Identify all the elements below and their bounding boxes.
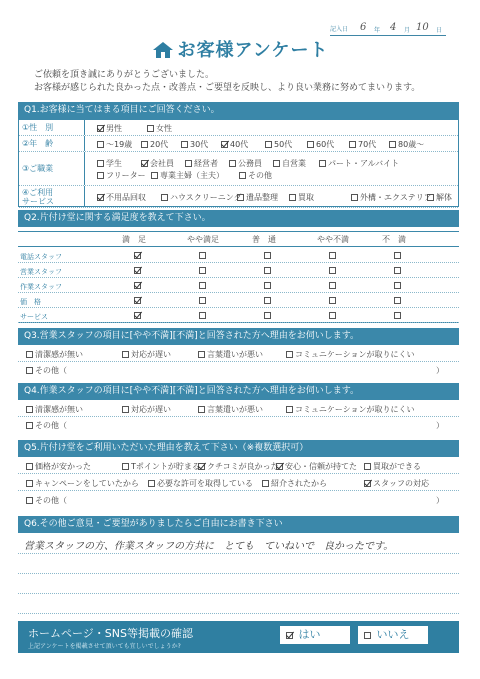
q1-row (19, 120, 458, 136)
option-label: スタッフの対応 (373, 479, 429, 488)
q2-row-label: 営業スタッフ (20, 268, 62, 276)
option-label: その他 (248, 171, 272, 180)
q1-option[interactable] (141, 139, 168, 150)
date-day-unit: 日 (436, 27, 443, 34)
q5-option[interactable] (364, 461, 421, 472)
q1-option[interactable] (97, 123, 122, 134)
checkbox-icon[interactable] (329, 312, 336, 319)
checkbox-icon (97, 160, 104, 167)
option-label: 外構・エクステリア (360, 193, 432, 202)
checkbox-icon[interactable] (394, 297, 401, 304)
q1-row (19, 186, 458, 208)
q2-table (18, 231, 459, 323)
option-label: 必要な許可を取得している (157, 479, 253, 488)
checkbox-icon (265, 141, 272, 148)
checkbox-icon (262, 480, 269, 487)
option-label: 清潔感が無い (35, 405, 83, 414)
checkbox-icon (26, 463, 33, 470)
option-label: 価格が安かった (35, 462, 91, 471)
checkbox-icon[interactable] (394, 252, 401, 259)
checkbox-checked-icon[interactable] (134, 282, 141, 289)
option-label: 清潔感が無い (35, 350, 83, 359)
checkbox-icon (122, 463, 129, 470)
option-label: 男性 (106, 124, 122, 133)
checkbox-icon (427, 194, 434, 201)
q2-column-header: 普 通 (252, 235, 276, 244)
q1-row (19, 136, 458, 152)
q2-row-label: サービス (20, 313, 48, 321)
q5-option[interactable] (26, 461, 91, 472)
checkbox-checked-icon (97, 125, 104, 132)
consent-yes-option[interactable]: はい (280, 626, 350, 644)
publish-consent-footer (18, 621, 459, 653)
q3-other-option[interactable] (26, 365, 67, 376)
checkbox-icon (26, 406, 33, 413)
checkbox-icon[interactable] (264, 282, 271, 289)
q1-option[interactable] (185, 158, 218, 169)
q3-option[interactable] (198, 349, 263, 360)
q1-option[interactable] (239, 170, 272, 181)
consent-subtitle: 上記アンケートを掲載させて頂いても宜しいでしょうか? (28, 643, 181, 650)
checkbox-icon (273, 160, 280, 167)
checkbox-icon[interactable] (264, 267, 271, 274)
q5-option[interactable] (276, 461, 357, 472)
checkbox-icon (351, 194, 358, 201)
option-label: 不用品回収 (106, 193, 146, 202)
checkbox-icon[interactable] (264, 312, 271, 319)
checkbox-icon (198, 406, 205, 413)
q5-header: Q5.片付け堂をご利用いただいた理由を教えて下さい（※複数選択可） (18, 440, 459, 457)
option-label: パート・アルバイト (328, 159, 400, 168)
checkbox-checked-icon[interactable] (134, 297, 141, 304)
checkbox-icon[interactable] (264, 252, 271, 259)
option-label: 自営業 (282, 159, 306, 168)
option-label: キャンペーンをしていたから (35, 479, 139, 488)
q5-other-option[interactable] (26, 495, 67, 506)
q5-option[interactable] (148, 478, 253, 489)
option-label: 遺品整理 (246, 193, 278, 202)
option-label: 20代 (150, 140, 169, 149)
checkbox-icon (26, 351, 33, 358)
q1-option[interactable] (273, 158, 306, 169)
date-month-unit: 月 (404, 27, 411, 34)
q2-column-header: 不 満 (382, 235, 406, 244)
option-label: 紹介されたから (271, 479, 327, 488)
checkbox-icon (26, 480, 33, 487)
q1-option[interactable] (265, 139, 292, 150)
checkbox-icon[interactable] (199, 282, 206, 289)
q1-option[interactable] (221, 139, 248, 150)
option-label: 対応が遅い (131, 405, 171, 414)
checkbox-icon (97, 172, 104, 179)
q1-option[interactable] (229, 158, 262, 169)
q1-row-label: ②年 齢 (19, 136, 85, 151)
checkbox-icon (151, 172, 158, 179)
checkbox-checked-icon (276, 463, 283, 470)
date-day: 10 (416, 22, 429, 33)
q5-options: 価格が安かった Tポイントが貯まる クチコミが良かった 安心・信頼が持てた 買取ができる キャンペーンをしていたから 必要な許可を取得している 紹介されたから スタッフの対応 その他（ ） (18, 457, 459, 509)
q3-option[interactable] (286, 349, 415, 360)
checkbox-icon (389, 141, 396, 148)
q2-row (18, 263, 459, 278)
q1-option[interactable] (151, 170, 224, 181)
page-title: お客様アンケート (0, 36, 480, 64)
option-label: 解体 (436, 193, 452, 202)
date-year-unit: 年 (374, 27, 381, 34)
q2-row-label: 価 格 (20, 298, 41, 306)
q1-row (19, 152, 458, 186)
q1-option[interactable] (427, 192, 452, 203)
q2-row-label: 作業スタッフ (20, 283, 62, 291)
q4-header: Q4.作業スタッフの項目に[やや不満][不満]と回答された方へ理由をお伺いします。 (18, 383, 459, 400)
option-label: 60代 (316, 140, 335, 149)
q1-option[interactable] (389, 139, 424, 150)
q6-comment-text: 営業スタッフの方、作業スタッフの方共に とても ていねいで 良かったです。 (24, 541, 394, 552)
checkbox-icon (198, 351, 205, 358)
q1-option[interactable] (307, 139, 334, 150)
checkbox-icon (286, 406, 293, 413)
checkbox-checked-icon (198, 463, 205, 470)
option-label: 学生 (106, 159, 122, 168)
q5-option[interactable] (122, 461, 200, 472)
option-label: 言葉遣いが悪い (207, 350, 263, 359)
checkbox-icon[interactable] (329, 282, 336, 289)
option-label: 80歳〜 (398, 140, 425, 149)
q2-column-header: 満 足 (122, 235, 146, 244)
checkbox-icon (26, 367, 33, 374)
date-label: 記入日 (330, 26, 349, 33)
checkbox-icon[interactable] (264, 297, 271, 304)
checkbox-icon (26, 497, 33, 504)
checkbox-icon (286, 351, 293, 358)
q4-option[interactable] (286, 404, 415, 415)
checkbox-icon[interactable] (329, 252, 336, 259)
checkbox-icon (319, 160, 326, 167)
checkbox-icon (307, 141, 314, 148)
q1-option[interactable] (237, 192, 278, 203)
checkbox-icon[interactable] (199, 267, 206, 274)
checkbox-checked-icon (97, 194, 104, 201)
checkbox-icon (148, 480, 155, 487)
q1-row-label: ①性 別 (19, 120, 85, 135)
option-label: 50代 (274, 140, 293, 149)
q1-row-label: ④ご利用 サービス (19, 186, 85, 207)
checkbox-checked-icon (221, 141, 228, 148)
q1-option[interactable] (351, 192, 432, 203)
checkbox-icon (161, 194, 168, 201)
q5-option[interactable] (262, 478, 327, 489)
checkbox-icon[interactable] (329, 297, 336, 304)
q4-option[interactable] (198, 404, 263, 415)
q1-option[interactable] (97, 139, 132, 150)
q2-row-label: 電話スタッフ (20, 253, 62, 261)
q3-option[interactable] (122, 349, 171, 360)
checkbox-checked-icon[interactable] (134, 252, 141, 259)
q1-option[interactable] (97, 170, 146, 181)
q2-column-header: やや満足 (187, 235, 219, 244)
q5-option[interactable] (364, 478, 429, 489)
q1-option[interactable] (319, 158, 399, 169)
q1-row-label: ③ご職業 (19, 152, 85, 185)
q4-other-option[interactable] (26, 420, 67, 431)
q2-row (18, 278, 459, 293)
option-label: コミュニケーションが取りにくい (295, 350, 415, 359)
option-label: クチコミが良かった (207, 462, 279, 471)
checkbox-checked-icon[interactable] (134, 312, 141, 319)
consent-no-option[interactable]: いいえ (358, 626, 428, 644)
q1-option[interactable] (161, 192, 242, 203)
option-label: その他（ (35, 496, 67, 505)
checkbox-checked-icon (286, 632, 293, 639)
checkbox-icon (349, 141, 356, 148)
date-year: 6 (360, 22, 367, 33)
checkbox-icon[interactable] (199, 312, 206, 319)
q5-option[interactable] (198, 461, 279, 472)
option-label: その他（ (35, 421, 67, 430)
q1-option[interactable] (97, 158, 122, 169)
option-label: 40代 (230, 140, 249, 149)
q1-option[interactable] (181, 139, 208, 150)
option-label: 買取 (298, 193, 314, 202)
q1-table (18, 119, 459, 207)
q1-option[interactable] (289, 192, 314, 203)
checkbox-checked-icon (141, 160, 148, 167)
checkbox-icon (229, 160, 236, 167)
option-label: 対応が遅い (131, 350, 171, 359)
option-label: フリーター (106, 171, 146, 180)
date-field (330, 22, 446, 36)
q3-option[interactable] (26, 349, 83, 360)
checkbox-checked-icon[interactable] (134, 267, 141, 274)
checkbox-icon (185, 160, 192, 167)
option-label: 専業主婦（主夫） (160, 171, 224, 180)
q2-row (18, 248, 459, 263)
checkbox-icon (239, 172, 246, 179)
option-label: その他（ (35, 366, 67, 375)
checkbox-icon (364, 463, 371, 470)
option-label: 経営者 (194, 159, 218, 168)
q3-header: Q3.営業スタッフの項目に[やや不満][不満]と回答された方へ理由をお伺いします。 (18, 328, 459, 345)
checkbox-icon[interactable] (394, 312, 401, 319)
q2-header: Q2.片付け堂に関する満足度を教えて下さい。 (18, 210, 459, 227)
checkbox-icon (181, 141, 188, 148)
checkbox-icon[interactable] (394, 267, 401, 274)
checkbox-icon (122, 406, 129, 413)
checkbox-icon[interactable] (394, 282, 401, 289)
q1-option[interactable] (147, 123, 172, 134)
checkbox-icon (26, 422, 33, 429)
option-label: ハウスクリーニング (170, 193, 242, 202)
option-label: 70代 (358, 140, 377, 149)
q1-option[interactable] (97, 192, 146, 203)
option-label: Tポイントが貯まる (131, 462, 200, 471)
checkbox-icon (141, 141, 148, 148)
checkbox-icon (122, 351, 129, 358)
option-label: 安心・信頼が持てた (285, 462, 357, 471)
checkbox-icon (97, 141, 104, 148)
q2-row (18, 308, 459, 323)
checkbox-checked-icon (364, 480, 371, 487)
checkbox-icon[interactable] (199, 297, 206, 304)
q4-option[interactable] (122, 404, 171, 415)
q2-row (18, 293, 459, 308)
q1-header: Q1.お客様に当てはまる項目にご回答ください。 (18, 102, 459, 119)
date-month: 4 (390, 22, 397, 33)
checkbox-icon (364, 632, 371, 639)
consent-title: ホームページ・SNS等掲載の確認 (28, 627, 193, 640)
checkbox-icon (289, 194, 296, 201)
q2-column-header: やや不満 (317, 235, 349, 244)
option-label: 言葉遣いが悪い (207, 405, 263, 414)
option-label: 会社員 (150, 159, 174, 168)
option-label: 女性 (156, 124, 172, 133)
q6-comment-area[interactable] (18, 533, 459, 615)
q4-option[interactable] (26, 404, 83, 415)
q1-option[interactable] (349, 139, 376, 150)
checkbox-icon[interactable] (199, 252, 206, 259)
house-icon (152, 41, 174, 64)
q3-options: 清潔感が無い 対応が遅い 言葉遣いが悪い コミュニケーションが取りにくい その他（ ） (18, 345, 459, 379)
intro-text: ご依頼を頂き誠にありがとうございました。 お客様が感じられた良かった点・改善点・ご要望を反映し、より良い業務に努めてまいります。 (34, 70, 421, 93)
q1-option[interactable] (141, 158, 174, 169)
option-label: 買取ができる (373, 462, 421, 471)
checkbox-icon[interactable] (329, 267, 336, 274)
q5-option[interactable] (26, 478, 139, 489)
option-label: コミュニケーションが取りにくい (295, 405, 415, 414)
checkbox-icon (147, 125, 154, 132)
checkbox-icon (237, 194, 244, 201)
option-label: 公務員 (238, 159, 262, 168)
option-label: 30代 (190, 140, 209, 149)
q6-header: Q6.その他ご意見・ご要望がありましたらご自由にお書き下さい (18, 516, 459, 533)
option-label: 〜19歳 (106, 140, 133, 149)
q4-options: 清潔感が無い 対応が遅い 言葉遣いが悪い コミュニケーションが取りにくい その他（ ） (18, 400, 459, 434)
